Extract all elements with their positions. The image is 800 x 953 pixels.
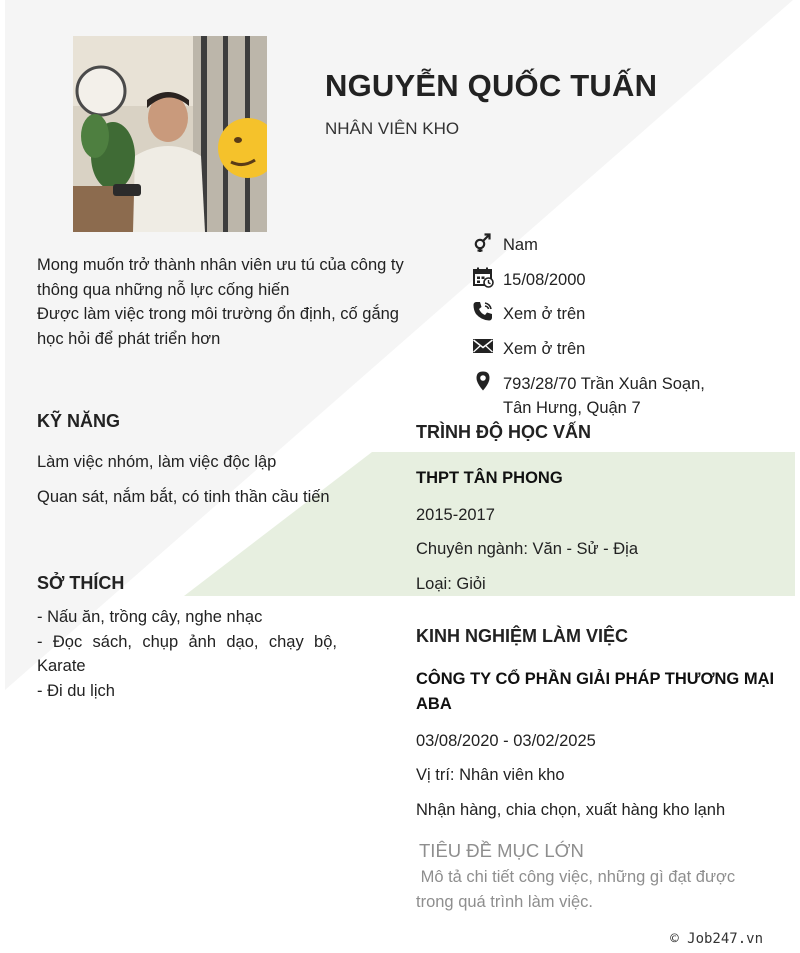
calendar-icon xyxy=(472,266,494,288)
company-name-line: ABA xyxy=(416,695,452,713)
profile-photo xyxy=(73,36,267,232)
placeholder-description-line: Mô tả chi tiết công việc, những gì đạt được xyxy=(416,868,736,886)
contact-address xyxy=(472,370,705,417)
objective-line: Mong muốn trở thành nhân viên ưu tú của công ty thông qua những nỗ lực cống hiến xyxy=(37,256,404,299)
contact-phone xyxy=(472,300,586,323)
contact-birthday xyxy=(472,266,586,289)
placeholder-description-line: trong quá trình làm việc. xyxy=(416,892,594,911)
address-line: 793/28/70 Trần Xuân Soạn, xyxy=(503,375,705,393)
company-name xyxy=(416,667,776,717)
phone-value: Xem ở trên xyxy=(503,305,586,323)
location-pin-icon xyxy=(472,370,494,392)
experience-period: 03/08/2020 - 03/02/2025 xyxy=(416,732,596,750)
contact-gender xyxy=(472,231,538,254)
phone-icon xyxy=(472,300,494,322)
gender-value: Nam xyxy=(503,236,538,254)
hobbies-title: SỞ THÍCH xyxy=(37,573,125,593)
skill-item: Quan sát, nắm bắt, có tinh thần cầu tiến xyxy=(37,488,330,506)
placeholder-description xyxy=(416,865,776,914)
experience-description: Nhận hàng, chia chọn, xuất hàng kho lạnh xyxy=(416,801,726,819)
school-name: THPT TÂN PHONG xyxy=(416,469,563,487)
education-rank: Loại: Giỏi xyxy=(416,575,486,593)
education-major: Chuyên ngành: Văn - Sử - Địa xyxy=(416,540,639,558)
address-line: Tân Hưng, Quận 7 xyxy=(503,399,641,417)
skills-title: KỸ NĂNG xyxy=(37,411,121,431)
experience-role: Vị trí: Nhân viên kho xyxy=(416,766,565,784)
email-value: Xem ở trên xyxy=(503,340,586,358)
objective-line: Được làm việc trong môi trường ổn định, cố gắng học hỏi để phát triển hơn xyxy=(37,305,399,348)
gender-icon xyxy=(472,231,494,253)
company-name-line: CÔNG TY CỔ PHẦN GIẢI PHÁP THƯƠNG MẠI xyxy=(416,670,775,688)
candidate-name: NGUYỄN QUỐC TUẤN xyxy=(325,68,658,103)
career-objective xyxy=(37,253,412,351)
envelope-icon xyxy=(472,335,494,357)
hobby-item: - Đọc sách, chụp ảnh dạo, chạy bộ, Karate xyxy=(37,632,337,675)
copyright-footer: © Job247.vn xyxy=(670,931,763,947)
skill-item: Làm việc nhóm, làm việc độc lập xyxy=(37,453,277,471)
job-position: NHÂN VIÊN KHO xyxy=(325,119,460,138)
hobby-item: - Đi du lịch xyxy=(37,681,115,700)
address-value xyxy=(503,372,763,420)
experience-title: KINH NGHIỆM LÀM VIỆC xyxy=(416,626,629,646)
placeholder-section-title: TIÊU ĐỀ MỤC LỚN xyxy=(419,840,584,861)
education-title: TRÌNH ĐỘ HỌC VẤN xyxy=(416,422,591,442)
contact-email xyxy=(472,335,586,358)
education-period: 2015-2017 xyxy=(416,506,495,524)
hobby-item: - Nấu ăn, trồng cây, nghe nhạc xyxy=(37,608,263,626)
birthday-value: 15/08/2000 xyxy=(503,271,586,289)
